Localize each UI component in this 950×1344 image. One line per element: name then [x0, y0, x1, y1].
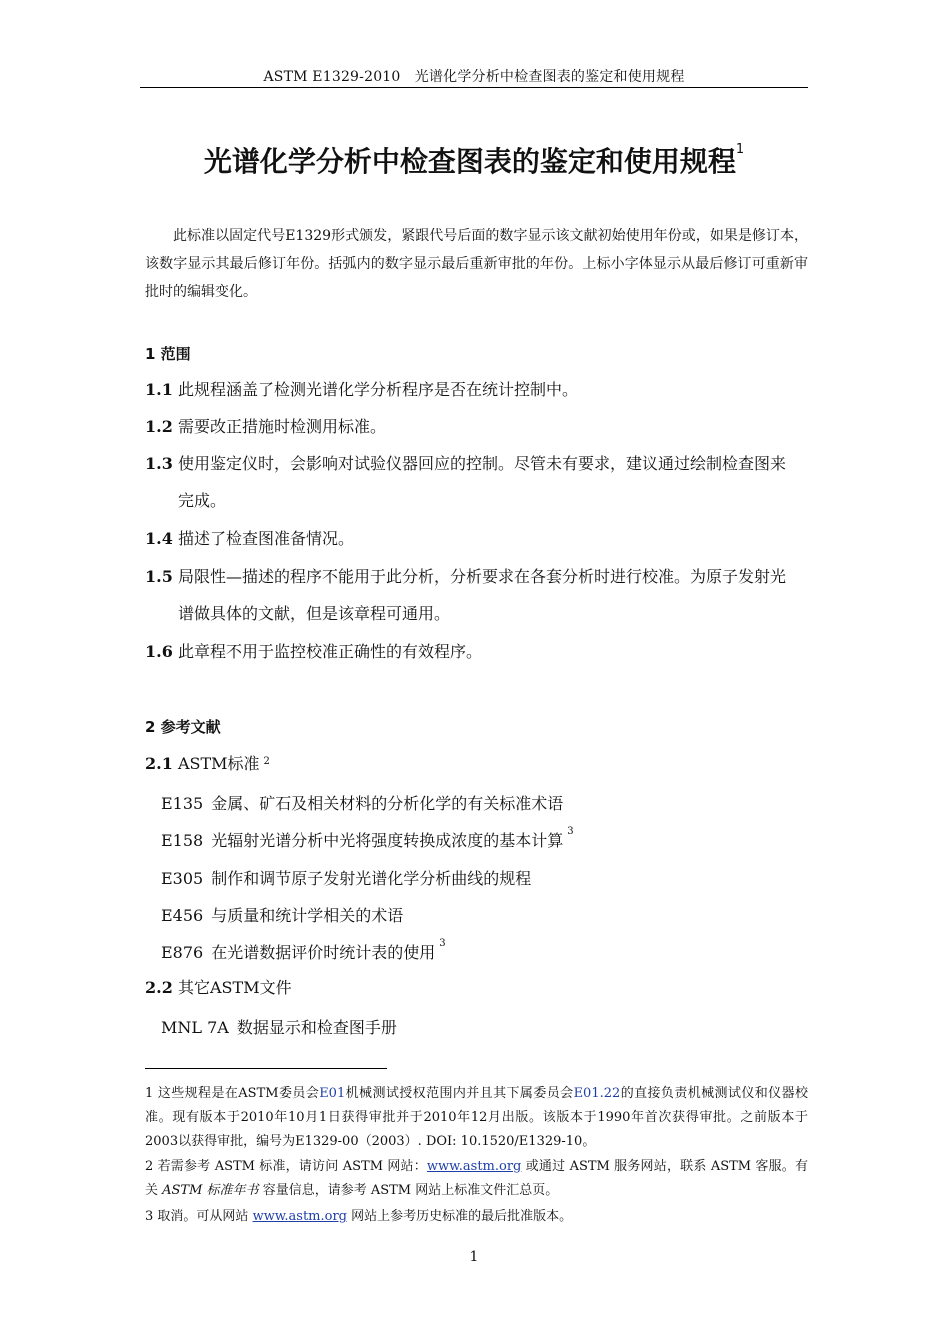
- footnote-number: 2: [145, 1159, 154, 1174]
- item-number: 1.1: [145, 380, 173, 399]
- ref-title: 金属、矿石及相关材料的分析化学的有关标准术语: [211, 794, 564, 813]
- item-number: 1.4: [145, 529, 173, 548]
- item-1-1: [145, 371, 808, 408]
- footnote-text: 容量信息，请参考 ASTM 网站上标准文件汇总页。: [258, 1183, 559, 1198]
- item-continuation: 谱做具体的文献，但是该章程可通用。: [178, 604, 451, 623]
- item-text: 描述了检查图准备情况。: [178, 529, 355, 548]
- ref-code: E305: [161, 869, 204, 888]
- footnote-number: 3: [145, 1209, 154, 1224]
- ref-mnl7a: [161, 1015, 397, 1038]
- ref-e135: [161, 791, 563, 814]
- item-text: 此章程不用于监控校准正确性的有效程序。: [178, 642, 483, 661]
- item-continuation: 完成。: [178, 491, 227, 510]
- footnote-text: 或通过 ASTM 服务网站，联系 ASTM 客服。有关: [145, 1159, 808, 1198]
- footnote-2: [145, 1155, 808, 1203]
- footnote-text: 取消。可从网站: [157, 1209, 253, 1224]
- item-text: 使用鉴定仪时，会影响对试验仪器回应的控制。尽管未有要求，建议通过绘制检查图来: [178, 454, 787, 473]
- section-1-heading: 1 范围: [145, 345, 191, 363]
- footnote-mark: 3: [567, 826, 574, 837]
- ref-title: 在光谱数据评价时统计表的使用: [211, 943, 436, 962]
- ref-e305: [161, 866, 531, 889]
- ref-title: 与质量和统计学相关的术语: [211, 906, 404, 925]
- item-1-2: [145, 408, 808, 445]
- footnote-text: 这些规程是在ASTM委员会: [157, 1086, 320, 1101]
- footnote-1: [145, 1082, 808, 1154]
- item-number: 2.1: [145, 754, 173, 773]
- ref-e456: [161, 903, 403, 926]
- item-1-4: [145, 520, 808, 557]
- item-1-5: [145, 558, 808, 632]
- footnote-text: 机械测试授权范围内并且其下属委员会: [345, 1086, 574, 1101]
- item-text: 此规程涵盖了检测光谱化学分析程序是否在统计控制中。: [178, 380, 579, 399]
- item-text: 需要改正措施时检测用标准。: [178, 417, 387, 436]
- footnote-text: 若需参考 ASTM 标准，请访问 ASTM 网站：: [157, 1159, 427, 1174]
- footnote-mark: 3: [439, 938, 446, 949]
- ref-code: E158: [161, 831, 204, 850]
- book-title: ASTM 标准年书: [162, 1183, 259, 1198]
- item-number: 1.2: [145, 417, 173, 436]
- footnote-text: 的直接负责机械测试仪和仪器校准。现有版本于2010年10月1日获得审批并于2010年12月出版。该版本于1990年首次获得审批。之前版本于2003以获得审批，编号为E1329-00（2003）. DOI: 10.1520/E1329-10。: [145, 1086, 808, 1149]
- item-1-6: [145, 633, 808, 670]
- item-text: 其它ASTM文件: [178, 978, 292, 997]
- item-number: 1.5: [145, 567, 173, 586]
- title-text: 光谱化学分析中检查图表的鉴定和使用规程: [203, 145, 736, 178]
- astm-website-link[interactable]: www.astm.org: [252, 1209, 348, 1224]
- ref-code: E876: [161, 943, 204, 962]
- page-number: 1: [469, 1249, 479, 1265]
- footnote-3: [145, 1205, 808, 1229]
- document-title: [140, 140, 808, 180]
- astm-website-link[interactable]: www.astm.org: [426, 1159, 522, 1174]
- ref-code: E135: [161, 794, 204, 813]
- ref-e876: [161, 940, 446, 963]
- ref-title: 光辐射光谱分析中光将强度转换成浓度的基本计算: [211, 831, 564, 850]
- title-footnote-mark: 1: [735, 142, 745, 157]
- item-text: 局限性—描述的程序不能用于此分析，分析要求在各套分析时进行校准。为原子发射光: [178, 567, 787, 586]
- footnote-number: 1: [145, 1086, 154, 1101]
- footnote-rule: [145, 1068, 387, 1069]
- ref-code: MNL 7A: [161, 1018, 229, 1037]
- ref-title: 制作和调节原子发射光谱化学分析曲线的规程: [211, 869, 532, 888]
- footnote-mark: 2: [263, 756, 270, 767]
- item-text: ASTM标准: [177, 754, 260, 773]
- ref-title: 数据显示和检查图手册: [236, 1018, 397, 1037]
- footnote-text: 网站上参考历史标准的最后批准版本。: [347, 1209, 573, 1224]
- ref-e158: [161, 828, 574, 851]
- section-2-heading: 2 参考文献: [145, 718, 221, 736]
- running-header: ASTM E1329-2010 光谱化学分析中检查图表的鉴定和使用规程: [263, 69, 685, 85]
- item-number: 1.6: [145, 642, 173, 661]
- committee-link-e01[interactable]: E01: [319, 1086, 346, 1101]
- item-1-3: [145, 445, 808, 519]
- header-rule: [140, 87, 808, 88]
- subsection-2-1: [145, 745, 808, 782]
- item-number: 1.3: [145, 454, 173, 473]
- ref-code: E456: [161, 906, 204, 925]
- item-number: 2.2: [145, 978, 173, 997]
- subsection-2-2: [145, 969, 808, 1006]
- intro-paragraph: 此标准以固定代号E1329形式颁发，紧跟代号后面的数字显示该文献初始使用年份或，如果是修订本，该数字显示其最后修订年份。括弧内的数字显示最后重新审批的年份。上标小字体显示从最后修订可重新审批时的编辑变化。: [145, 228, 808, 300]
- subcommittee-link-e01-22[interactable]: E01.22: [573, 1086, 621, 1101]
